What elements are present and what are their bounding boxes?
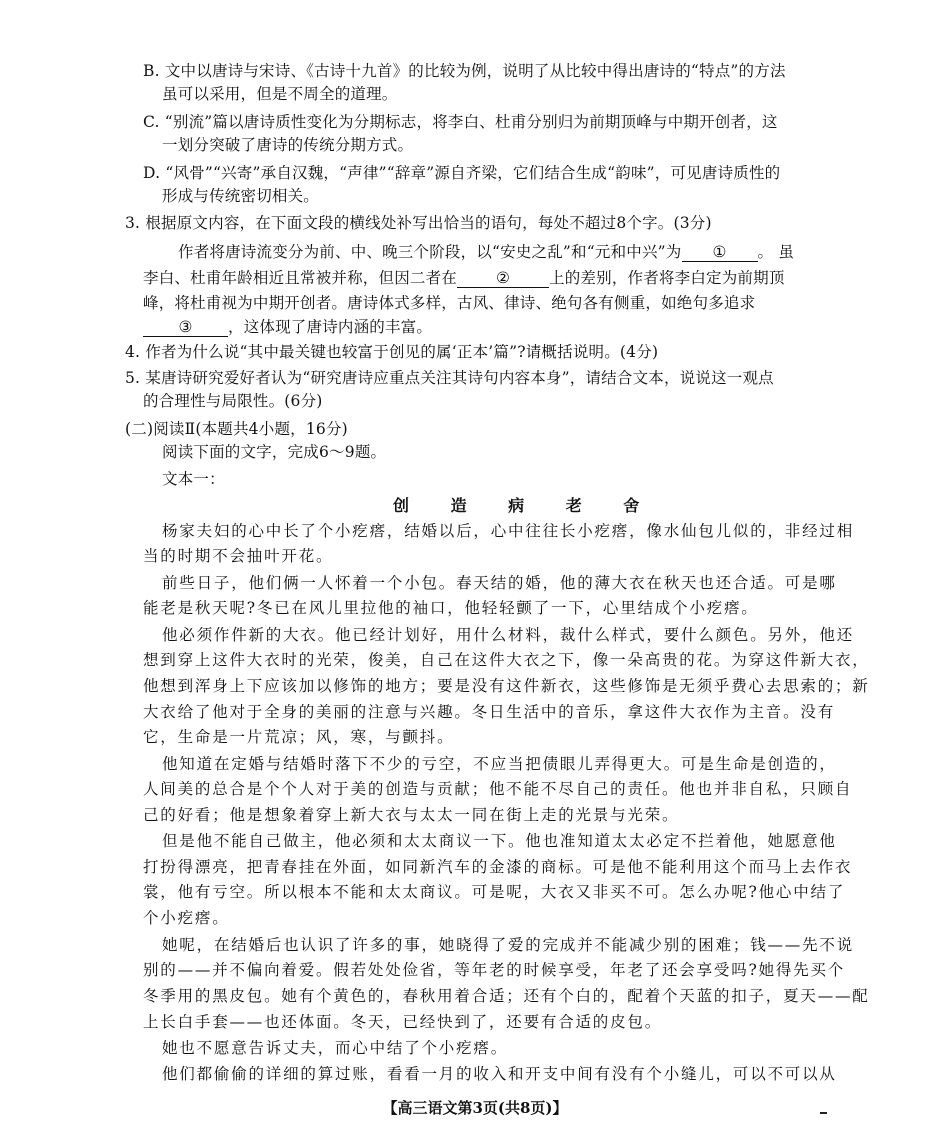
option-c-line1: C. “别流”篇以唐诗质性变化为分期标志，将李白、杜甫分别归为前期顶峰与中期开创者，这 — [143, 113, 778, 131]
story-line: 但是他不能自己做主，他必须和太太商议一下。他也准知道太太必定不拦着他，她愿意他 — [162, 832, 837, 850]
story-line: 裳，他有亏空。所以根本不能和太太商议。可是呢，大衣又非买不可。怎么办呢?他心中结了 — [143, 883, 846, 901]
q3-passage-line4 — [143, 317, 432, 337]
option-d-line1: D. “风骨”“兴寄”承自汉魏，“声律”“辞章”源自齐梁，它们结合生成“韵味”，可见唐诗质性的 — [143, 164, 781, 182]
story-line: 杨家夫妇的心中长了个小疙瘩，结婚以后，心中往往长小疙瘩，像水仙包儿似的，非经过相 — [162, 522, 855, 540]
story-line: 她也不愿意告诉丈夫，而心中结了个小疙瘩。 — [162, 1039, 509, 1057]
option-d-line2: 形成与传统密切相关。 — [162, 187, 320, 205]
blank-3[interactable]: ③ — [143, 318, 228, 337]
story-line: 人间美的总合是个个人对于美的创造与贡献；他不能不尽自己的责任。他也并非自私，只顾自 — [143, 780, 853, 798]
option-b-line2: 虽可以采用，但是不周全的道理。 — [162, 85, 398, 103]
story-line: 他知道在定婚与结婚时落下不少的亏空，不应当把债眼儿弄得更大。可是生命是创造的， — [162, 755, 837, 773]
q3-line2-after: 上的差别，作者将李白定为前期顶 — [549, 269, 785, 287]
story-line: 上长白手套——也还体面。冬天，已经快到了，还要有合适的皮包。 — [143, 1013, 663, 1031]
page-footer: 【高三语文第3页(共8页)】 — [382, 1099, 568, 1117]
question-4-stem: 4. 作者为什么说“其中最关键也较富于创见的属‘正本’篇”?请概括说明。(4分) — [125, 343, 659, 361]
story-line: 他们都偷偷的详细的算过账，看看一月的收入和开支中间有没有个小缝儿，可以不可以从 — [162, 1065, 837, 1083]
corner-dash-mark — [820, 1112, 827, 1114]
q3-line1-before: 作者将唐诗流变分为前、中、晚三个阶段，以“安史之乱”和“元和中兴”为 — [178, 243, 682, 261]
blank-2[interactable]: ② — [457, 269, 549, 288]
q3-line2-before: 李白、杜甫年龄相近且常被并称，但因二者在 — [143, 269, 458, 287]
story-line: 它，生命是一片荒凉；风，寒，与颤抖。 — [143, 728, 455, 746]
text-one-label: 文本一： — [162, 470, 225, 488]
story-line: 能老是秋天呢?冬已在风儿里拉他的袖口，他轻轻颤了一下，心里结成个小疙瘩。 — [143, 599, 759, 617]
story-line: 别的——并不偏向着爱。假若处处俭省，等年老的时候享受，年老了还会享受吗?她得先买个 — [143, 961, 846, 979]
story-line: 他必须作件新的大衣。他已经计划好，用什么材料，裁什么样式，要什么颜色。另外，他还 — [162, 626, 855, 644]
q3-passage-line2 — [143, 268, 785, 288]
option-c-line2: 一划分突破了唐诗的传统分期方式。 — [162, 136, 414, 154]
story-line: 打扮得漂亮，把青春挂在外面，如同新汽车的金漆的商标。可是他不能利用这个而马上去作衣 — [143, 858, 853, 876]
section-2-header: (二)阅读Ⅱ(本题共4小题，16分) — [125, 420, 348, 438]
story-line: 大衣给了他对于全身的美丽的注意与兴趣。冬日生活中的音乐，拿这件大衣作为主音。没有 — [143, 703, 836, 721]
q3-line4-after: ，这体现了唐诗内涵的丰富。 — [228, 318, 433, 336]
story-line: 前些日子，他们俩一人怀着一个小包。春天结的婚，他的薄大衣在秋天也还合适。可是哪 — [162, 574, 837, 592]
blank-1[interactable]: ① — [682, 243, 758, 262]
question-3-stem: 3. 根据原文内容，在下面文段的横线处补写出恰当的语句，每处不超过8个字。(3分) — [125, 214, 712, 232]
story-line: 他想到浑身上下应该加以修饰的地方；要是没有这件新衣，这些修饰是无须乎费心去思索的；新 — [143, 677, 870, 695]
q3-line1-after: 。 虽 — [757, 243, 795, 261]
q3-passage-line1 — [178, 242, 794, 262]
section-2-instruction: 阅读下面的文字，完成6～9题。 — [162, 443, 387, 461]
question-5-line2: 的合理性与局限性。(6分) — [143, 392, 323, 410]
q3-passage-line3: 峰，将杜甫视为中期开创者。唐诗体式多样，古风、律诗、绝句各有侧重，如绝句多追求 — [143, 294, 756, 312]
story-line: 个小疙瘩。 — [143, 909, 230, 927]
story-line: 想到穿上这件大衣时的光荣，俊美，自己在这件大衣之下，像一朵高贵的花。为穿这件新大衣， — [143, 651, 870, 669]
story-line: 己的好看；他是想象着穿上新大衣与太太一同在街上走的光景与光荣。 — [143, 806, 680, 824]
story-line: 她呢，在结婚后也认识了许多的事，她晓得了爱的完成并不能减少别的困难；钱——先不说 — [162, 936, 855, 954]
question-5-line1: 5. 某唐诗研究爱好者认为“研究唐诗应重点关注其诗句内容本身”，请结合文本，说说这一观点 — [125, 369, 774, 387]
story-line: 冬季用的黑皮包。她有个黄色的，春秋用着合适；还有个白的，配着个天蓝的扣子，夏天——配 — [143, 987, 870, 1005]
story-line: 当的时期不会抽叶开花。 — [143, 547, 334, 565]
story-title: 创 造 病 老 舍 — [393, 496, 658, 515]
option-b-line1: B. 文中以唐诗与宋诗、《古诗十九首》的比较为例，说明了从比较中得出唐诗的“特点”的方法 — [143, 62, 786, 80]
